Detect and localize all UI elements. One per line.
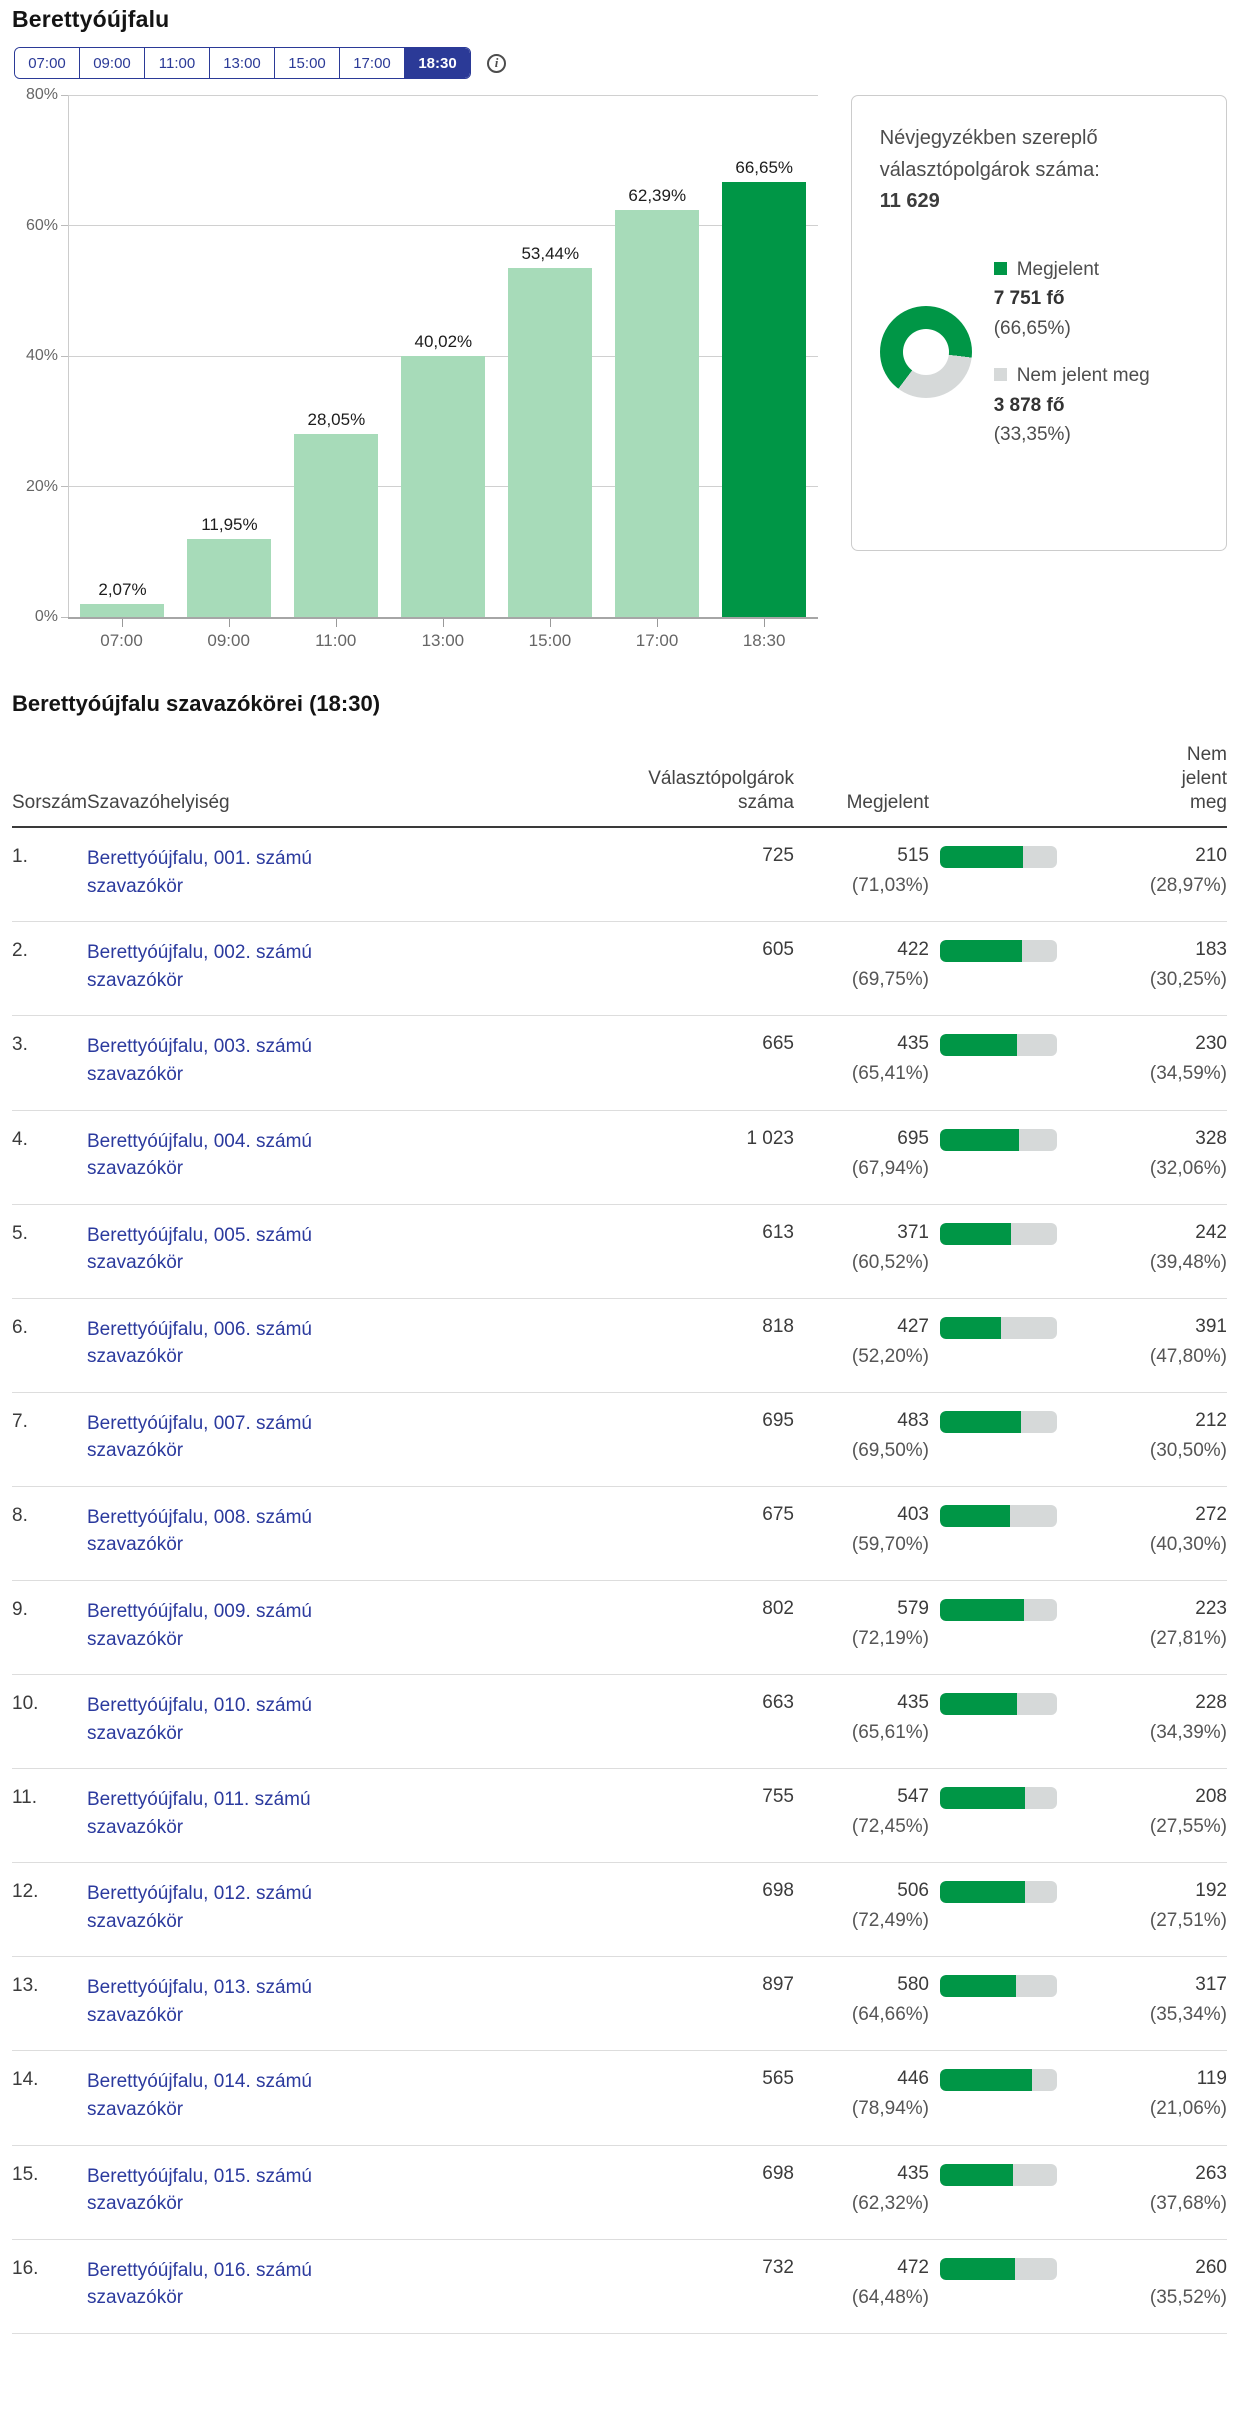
polling-station-link[interactable]: Berettyóújfalu, 015. számú szavazókör <box>87 2165 312 2215</box>
turnout-meter-fill <box>940 940 1022 962</box>
header-not-appeared: Nem jelent meg <box>1181 744 1227 813</box>
row-station <box>87 1692 437 1747</box>
time-tab-1830[interactable]: 18:30 <box>405 48 470 78</box>
row-not-appeared: 391 (47,80%) <box>1149 1315 1227 1367</box>
x-axis <box>68 617 818 661</box>
bar-value-label: 53,44% <box>521 244 580 264</box>
legend-percent: (66,65%) <box>993 317 1071 339</box>
row-not-appeared: 223 (27,81%) <box>1149 1598 1227 1649</box>
row-not-appeared: 212 (30,50%) <box>1149 1409 1227 1461</box>
row-turnout-meter <box>929 1974 1079 1997</box>
row-appeared: 483 (69,50%) <box>851 1409 929 1461</box>
y-tick-label: 60% <box>25 216 58 234</box>
legend-count: 7 751 fő <box>993 288 1065 310</box>
row-voters: 897 <box>762 1974 794 1996</box>
time-selector-row <box>14 47 1227 79</box>
row-appeared: 446 (78,94%) <box>851 2068 929 2120</box>
row-voters: 755 <box>762 1786 794 1808</box>
turnout-bar <box>294 434 378 617</box>
x-tick-label: 15:00 <box>528 631 572 650</box>
bar-value-label: 40,02% <box>414 331 473 351</box>
turnout-meter-fill <box>940 1317 1001 1339</box>
bar-group-0700 <box>69 95 176 617</box>
turnout-meter-track <box>940 1599 1057 1621</box>
turnout-meter-fill <box>940 1881 1025 1903</box>
y-tick-label: 80% <box>25 86 58 103</box>
row-voters: 605 <box>762 939 794 961</box>
table-row <box>12 1581 1227 1675</box>
legend-count: 3 878 fő <box>993 394 1065 416</box>
donut-legend <box>994 255 1194 450</box>
plot-area <box>68 95 818 617</box>
row-rank: 13. <box>12 1975 39 1997</box>
row-voters: 818 <box>762 1315 794 1337</box>
table-row <box>12 1205 1227 1299</box>
turnout-meter-fill <box>940 1129 1019 1151</box>
row-station <box>87 1974 437 2029</box>
section-title: Berettyóújfalu szavazókörei (18:30) <box>12 691 381 716</box>
legend-item-appeared <box>994 255 1194 343</box>
turnout-meter-track <box>940 2069 1057 2091</box>
row-station <box>87 2257 437 2312</box>
row-rank: 12. <box>12 1881 39 1903</box>
row-rank: 15. <box>12 2163 39 2185</box>
turnout-bar <box>722 182 806 617</box>
row-appeared: 371 (60,52%) <box>851 1221 929 1273</box>
table-row <box>12 922 1227 1016</box>
y-tick-label: 20% <box>25 477 58 495</box>
row-appeared: 427 (52,20%) <box>851 1315 929 1367</box>
row-voters: 565 <box>762 2068 794 2090</box>
polling-station-link[interactable]: Berettyóújfalu, 008. számú szavazókör <box>87 1506 312 1556</box>
x-tick-label: 07:00 <box>100 631 143 650</box>
turnout-meter-track <box>940 2258 1057 2280</box>
row-turnout-meter <box>929 2163 1079 2186</box>
bar-group-1700 <box>604 95 711 617</box>
row-voters: 698 <box>762 1880 794 1902</box>
row-station <box>87 1504 437 1559</box>
polling-station-link[interactable]: Berettyóújfalu, 005. számú szavazókör <box>87 1224 312 1274</box>
row-station <box>87 1786 437 1841</box>
y-tick-mark <box>61 95 68 96</box>
table-row <box>12 2146 1227 2240</box>
row-not-appeared: 183 (30,25%) <box>1149 939 1227 991</box>
bar-group-1100 <box>283 95 390 617</box>
table-row <box>12 1487 1227 1581</box>
polling-station-link[interactable]: Berettyóújfalu, 009. számú szavazókör <box>87 1601 312 1650</box>
polling-station-link[interactable]: Berettyóújfalu, 016. számú szavazókör <box>87 2259 312 2309</box>
bar-group-0900 <box>176 95 283 617</box>
row-rank: 16. <box>12 2257 39 2279</box>
time-tab-1300[interactable]: 13:00 <box>210 48 275 78</box>
table-row <box>12 1863 1227 1957</box>
polling-station-link[interactable]: Berettyóújfalu, 013. számú szavazókör <box>87 1977 312 2026</box>
row-rank: 8. <box>12 1504 28 1526</box>
table-row <box>12 1957 1227 2051</box>
legend-label: Megjelent <box>1016 259 1100 280</box>
row-appeared: 422 (69,75%) <box>851 939 929 991</box>
turnout-meter-track <box>940 846 1057 868</box>
table-row <box>12 1111 1227 1205</box>
x-tick-mark <box>764 619 765 627</box>
bar-value-label: 28,05% <box>307 409 366 429</box>
chart-and-summary <box>12 86 1227 661</box>
row-rank: 6. <box>12 1316 28 1338</box>
info-icon[interactable]: i <box>487 54 506 73</box>
x-tick-mark <box>657 619 658 627</box>
x-tick-label: 09:00 <box>207 631 250 650</box>
registered-voters-value: 11 629 <box>879 190 940 212</box>
row-appeared: 435 (65,61%) <box>851 1692 929 1744</box>
row-voters: 695 <box>762 1409 794 1431</box>
row-rank: 7. <box>12 1410 28 1432</box>
polling-station-link[interactable]: Berettyóújfalu, 012. számú szavazókör <box>87 1883 312 1932</box>
row-voters: 725 <box>762 845 794 867</box>
turnout-meter-track <box>940 2164 1057 2186</box>
y-tick-mark <box>61 225 68 226</box>
time-tabs <box>14 47 471 79</box>
turnout-meter-track <box>940 1034 1057 1056</box>
table-row <box>12 1675 1227 1769</box>
polling-station-link[interactable]: Berettyóújfalu, 011. számú szavazókör <box>87 1789 311 1838</box>
row-rank: 5. <box>12 1222 28 1244</box>
row-turnout-meter <box>929 1222 1079 1245</box>
turnout-meter-fill <box>940 1787 1025 1809</box>
row-appeared: 515 (71,03%) <box>851 845 929 897</box>
polling-station-link[interactable]: Berettyóújfalu, 004. számú szavazókör <box>87 1130 312 1180</box>
table-row <box>12 2240 1227 2334</box>
row-station <box>87 1316 437 1371</box>
row-rank: 3. <box>12 1034 28 1056</box>
polling-station-link[interactable]: Berettyóújfalu, 007. számú szavazókör <box>87 1412 312 1462</box>
row-voters: 613 <box>762 1221 794 1243</box>
row-rank: 11. <box>12 1787 38 1809</box>
row-turnout-meter <box>929 939 1079 962</box>
row-voters: 802 <box>762 1598 794 1619</box>
x-tick-label: 18:30 <box>742 631 786 650</box>
table-row <box>12 1299 1227 1393</box>
x-tick-mark <box>122 619 123 627</box>
row-appeared: 403 (59,70%) <box>851 1503 929 1555</box>
turnout-bar <box>401 356 485 617</box>
polling-stations-table <box>12 743 1227 2334</box>
row-turnout-meter <box>929 2257 1079 2280</box>
row-station <box>87 1880 437 1935</box>
row-turnout-meter <box>929 1410 1079 1433</box>
time-tab-0700[interactable]: 07:00 <box>15 48 80 78</box>
polling-station-link[interactable]: Berettyóújfalu, 002. számú szavazókör <box>87 942 312 991</box>
row-station <box>87 2163 437 2218</box>
turnout-bar <box>187 539 271 617</box>
turnout-meter-fill <box>940 1411 1021 1433</box>
polling-station-link[interactable]: Berettyóújfalu, 010. számú szavazókör <box>87 1695 312 1744</box>
row-appeared: 695 (67,94%) <box>851 1127 929 1179</box>
row-station <box>87 1128 437 1183</box>
turnout-meter-track <box>940 940 1057 962</box>
turnout-donut-chart <box>880 306 972 398</box>
turnout-bar-chart <box>12 86 818 661</box>
header-rank: Sorszám <box>12 791 87 813</box>
row-not-appeared: 263 (37,68%) <box>1149 2162 1227 2214</box>
turnout-meter-fill <box>940 846 1023 868</box>
row-station <box>87 1033 437 1088</box>
polling-station-link[interactable]: Berettyóújfalu, 014. számú szavazókör <box>87 2071 312 2121</box>
row-rank: 9. <box>12 1599 28 1620</box>
turnout-meter-track <box>940 1693 1057 1715</box>
row-not-appeared: 328 (32,06%) <box>1149 1127 1227 1179</box>
bar-value-label: 62,39% <box>628 185 687 205</box>
time-tab-1100[interactable]: 11:00 <box>145 48 210 78</box>
turnout-meter-fill <box>940 1693 1017 1715</box>
registered-voters-label: Névjegyzékben szereplő választópolgárok száma: <box>879 127 1100 181</box>
row-rank: 2. <box>12 940 28 962</box>
row-voters: 665 <box>762 1033 794 1055</box>
row-station <box>87 1222 437 1277</box>
legend-swatch-icon <box>994 368 1007 381</box>
row-not-appeared: 317 (35,34%) <box>1149 1974 1227 2026</box>
legend-percent: (33,35%) <box>993 424 1071 446</box>
table-header <box>12 743 1227 828</box>
row-rank: 14. <box>12 2069 39 2091</box>
bar-group-1300 <box>390 95 497 617</box>
summary-card <box>851 95 1227 551</box>
row-not-appeared: 210 (28,97%) <box>1149 845 1227 897</box>
turnout-meter-fill <box>940 1223 1011 1245</box>
turnout-meter-track <box>940 1975 1057 1997</box>
turnout-meter-track <box>940 1129 1057 1151</box>
row-rank: 1. <box>12 846 28 868</box>
bar-value-label: 66,65% <box>735 158 794 178</box>
row-turnout-meter <box>929 845 1079 868</box>
turnout-bar <box>80 604 164 618</box>
x-tick-label: 17:00 <box>635 631 679 650</box>
row-turnout-meter <box>929 1504 1079 1527</box>
x-tick-mark <box>550 619 551 627</box>
x-tick-mark <box>229 619 230 627</box>
turnout-meter-track <box>940 1317 1057 1339</box>
page-title: Berettyóújfalu <box>12 6 170 32</box>
row-appeared: 547 (72,45%) <box>851 1786 929 1838</box>
row-turnout-meter <box>929 1880 1079 1903</box>
x-tick-label: 11:00 <box>315 631 357 650</box>
legend-swatch-icon <box>994 262 1007 275</box>
turnout-meter-fill <box>940 1505 1010 1527</box>
row-not-appeared: 230 (34,59%) <box>1149 1033 1227 1085</box>
bar-group-1500 <box>497 95 604 617</box>
row-turnout-meter <box>929 1033 1079 1056</box>
turnout-meter-fill <box>940 2258 1015 2280</box>
turnout-meter-fill <box>940 2164 1013 2186</box>
row-appeared: 435 (65,41%) <box>851 1033 929 1085</box>
row-appeared: 435 (62,32%) <box>851 2162 929 2214</box>
bar-value-label: 2,07% <box>98 579 147 599</box>
table-body <box>12 828 1227 2334</box>
row-voters: 698 <box>762 2162 794 2184</box>
polling-station-link[interactable]: Berettyóújfalu, 006. számú szavazókör <box>87 1318 312 1368</box>
row-not-appeared: 228 (34,39%) <box>1149 1692 1227 1744</box>
row-station <box>87 1410 437 1465</box>
row-station <box>87 939 437 994</box>
turnout-meter-track <box>940 1411 1057 1433</box>
row-turnout-meter <box>929 2068 1079 2091</box>
turnout-meter-fill <box>940 1599 1024 1621</box>
row-appeared: 506 (72,49%) <box>851 1880 929 1932</box>
bar-value-label: 11,95% <box>201 515 258 535</box>
turnout-meter-track <box>940 1223 1057 1245</box>
header-appeared: Megjelent <box>846 791 929 813</box>
table-row <box>12 2051 1227 2145</box>
time-tab-1700[interactable]: 17:00 <box>340 48 405 78</box>
y-tick-label: 40% <box>25 347 58 364</box>
turnout-meter-fill <box>940 2069 1032 2091</box>
table-row <box>12 1769 1227 1863</box>
row-voters: 1 023 <box>746 1127 794 1149</box>
turnout-meter-track <box>940 1881 1057 1903</box>
legend-item-not-appeared <box>994 361 1194 449</box>
row-voters: 732 <box>762 2256 794 2278</box>
time-tab-0900[interactable]: 09:00 <box>80 48 145 78</box>
row-station <box>87 845 437 900</box>
row-voters: 663 <box>762 1692 794 1714</box>
row-turnout-meter <box>929 1316 1079 1339</box>
row-turnout-meter <box>929 1692 1079 1715</box>
turnout-bar <box>615 210 699 617</box>
row-turnout-meter <box>929 1786 1079 1809</box>
row-not-appeared: 242 (39,48%) <box>1149 1221 1227 1273</box>
row-voters: 675 <box>762 1503 794 1525</box>
polling-station-link[interactable]: Berettyóújfalu, 003. számú szavazókör <box>87 1036 312 1085</box>
row-turnout-meter <box>929 1598 1079 1621</box>
row-station <box>87 2068 437 2123</box>
turnout-meter-track <box>940 1505 1057 1527</box>
x-tick-mark <box>443 619 444 627</box>
row-not-appeared: 208 (27,55%) <box>1149 1786 1227 1838</box>
row-rank: 10. <box>12 1693 39 1715</box>
table-row <box>12 1016 1227 1110</box>
header-voters: Választópolgárok száma <box>648 767 794 813</box>
bar-group-1830 <box>711 95 818 617</box>
header-station: Szavazóhelyiség <box>87 791 230 813</box>
table-row <box>12 1393 1227 1487</box>
turnout-bar <box>508 268 592 617</box>
y-tick-mark <box>61 356 68 357</box>
row-appeared: 580 (64,66%) <box>851 1974 929 2026</box>
row-not-appeared: 192 (27,51%) <box>1149 1880 1227 1932</box>
turnout-meter-fill <box>940 1975 1016 1997</box>
y-tick-label: 0% <box>34 608 58 625</box>
table-row <box>12 828 1227 922</box>
row-not-appeared: 272 (40,30%) <box>1149 1503 1227 1555</box>
x-tick-mark <box>336 619 337 627</box>
x-tick-label: 13:00 <box>421 631 465 650</box>
turnout-meter-fill <box>940 1034 1017 1056</box>
legend-label: Nem jelent meg <box>1016 365 1150 387</box>
time-tab-1500[interactable]: 15:00 <box>275 48 340 78</box>
polling-station-link[interactable]: Berettyóújfalu, 001. számú szavazókör <box>87 848 312 897</box>
row-appeared: 472 (64,48%) <box>851 2256 929 2308</box>
y-axis <box>12 86 68 625</box>
row-not-appeared: 260 (35,52%) <box>1149 2256 1227 2308</box>
row-station <box>87 1598 437 1653</box>
row-appeared: 579 (72,19%) <box>851 1598 929 1649</box>
row-not-appeared: 119 (21,06%) <box>1149 2068 1227 2120</box>
turnout-meter-track <box>940 1787 1057 1809</box>
y-tick-mark <box>61 486 68 487</box>
row-rank: 4. <box>12 1128 28 1150</box>
y-tick-mark <box>61 617 68 618</box>
row-turnout-meter <box>929 1128 1079 1151</box>
